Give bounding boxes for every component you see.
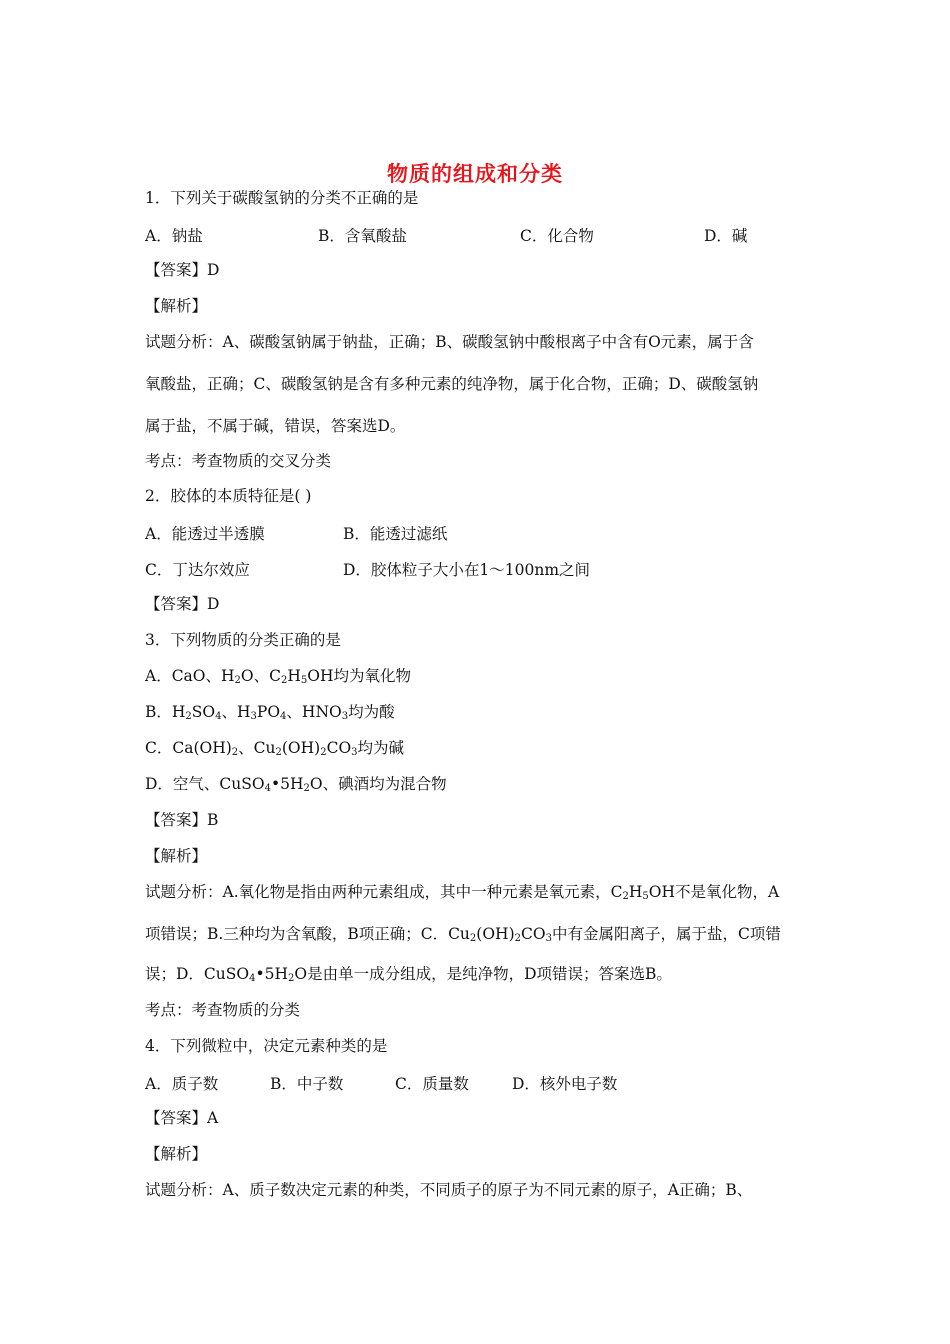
q1-option-d: D．碱 [704, 227, 748, 245]
q4-stem: 4．下列微粒中，决定元素种类的是 [145, 1037, 388, 1055]
q3-stem: 3．下列物质的分类正确的是 [145, 631, 341, 649]
q1-analysis-label: 【解析】 [145, 297, 208, 315]
q3-analysis-line: 项错误；B.三种均为含氧酸，B项正确；C．$Cu_2(OH)_2CO_3$中有金属阳离子，属于盐，C项错 [145, 925, 781, 944]
q1-analysis-line: 氧酸盐，正确；C、碳酸氢钠是含有多种元素的纯净物，属于化合物，正确；D、碳酸氢钠 [145, 375, 759, 393]
q4-option-d: D．核外电子数 [512, 1075, 618, 1093]
q4-analysis-label: 【解析】 [145, 1145, 208, 1163]
q2-stem: 2．胶体的本质特征是( ) [145, 487, 312, 505]
q3-analysis-line: 试题分析：A.氧化物是指由两种元素组成，其中一种元素是氧元素，$C_2H_5OH$不是氧化物，A [145, 883, 780, 902]
q1-analysis-line: 属于盐，不属于碱，错误，答案选D。 [145, 417, 406, 435]
q1-exam-point: 考点：考查物质的交叉分类 [145, 452, 332, 470]
q2-option-b: B．能透过滤纸 [343, 525, 448, 543]
q2-option-a: A．能透过半透膜 [145, 525, 265, 543]
q2-answer: 【答案】D [145, 595, 220, 613]
q1-analysis-line: 试题分析：A、碳酸氢钠属于钠盐，正确；B、碳酸氢钠中酸根离子中含有O元素，属于含 [145, 333, 754, 351]
q3-option-d: D．空气、$CuSO_4•5H_2O$、碘酒均为混合物 [145, 775, 447, 794]
q3-analysis-label: 【解析】 [145, 847, 208, 865]
q3-option-a: A．CaO、$H_2O$、$C_2H_5OH$均为氧化物 [145, 667, 411, 686]
page-title: 物质的组成和分类 [387, 161, 563, 186]
q2-option-d: D．胶体粒子大小在1～100nm之间 [343, 561, 591, 579]
q4-answer: 【答案】A [145, 1109, 219, 1127]
q3-exam-point: 考点：考查物质的分类 [145, 1001, 301, 1019]
q3-option-b: B．$H_2SO_4$、$H_3PO_4$、$HNO_3$均为酸 [145, 703, 395, 722]
q1-stem: 1．下列关于碳酸氢钠的分类不正确的是 [145, 189, 419, 207]
q3-answer: 【答案】B [145, 811, 219, 829]
q1-answer: 【答案】D [145, 261, 220, 279]
q3-option-c: C．$Ca(OH)_2$、$Cu_2(OH)_2CO_3$均为碱 [145, 739, 405, 758]
q1-option-a: A．钠盐 [145, 227, 203, 245]
q2-option-c: C．丁达尔效应 [145, 561, 250, 579]
q4-option-b: B．中子数 [270, 1075, 344, 1093]
q4-option-c: C．质量数 [395, 1075, 469, 1093]
q4-option-a: A．质子数 [145, 1075, 219, 1093]
q4-analysis-line: 试题分析：A、质子数决定元素的种类，不同质子的原子为不同元素的原子，A正确；B、 [145, 1181, 753, 1199]
q1-option-b: B．含氧酸盐 [318, 227, 407, 245]
q3-analysis-line: 误；D．$CuSO_4•5H_2O$是由单一成分组成，是纯净物，D项错误；答案选B。 [145, 965, 672, 984]
q1-option-c: C．化合物 [520, 227, 594, 245]
